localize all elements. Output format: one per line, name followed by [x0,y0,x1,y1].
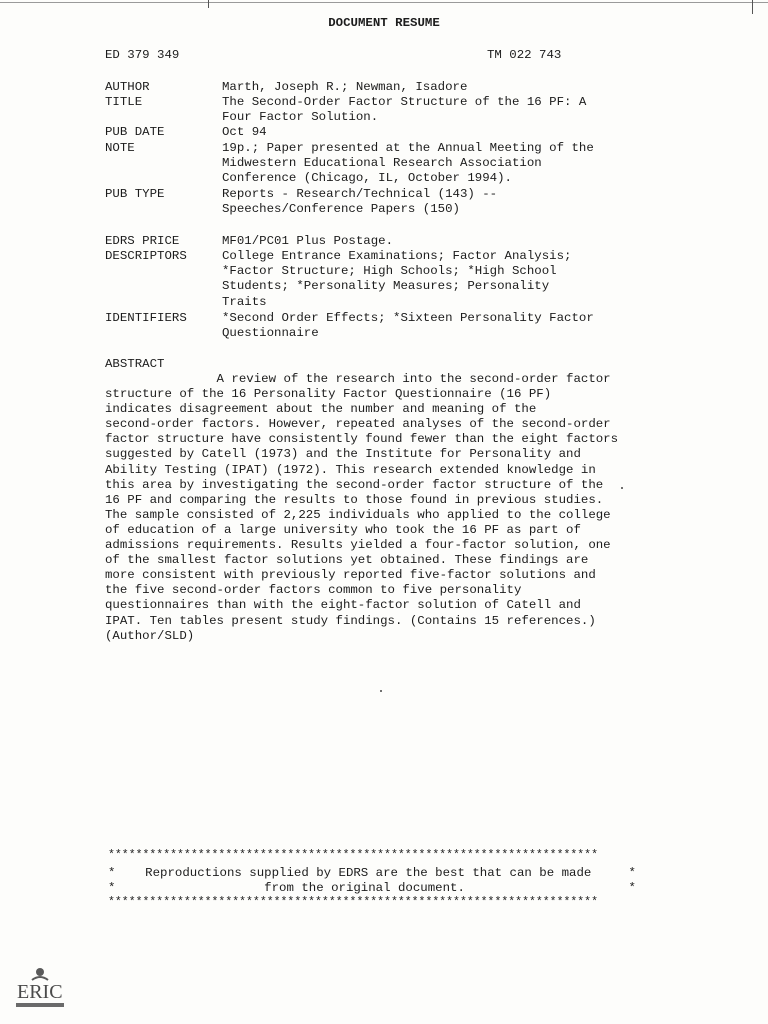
eric-logo-icon [14,966,66,1010]
field-label-author: AUTHOR [105,80,150,94]
stars-border-top: *********************************************************************** [108,849,598,862]
field-value-author: Marth, Joseph R.; Newman, Isadore [222,80,468,94]
tm-number: TM 022 743 [487,48,562,62]
field-value-descriptors: College Entrance Examinations; Factor Analysis; *Factor Structure; High Schools; *High School Students; *Personality Measures; Personality Traits [222,249,572,309]
scan-speck [621,487,623,489]
field-label-note: NOTE [105,141,135,155]
eric-logo [14,966,66,1010]
field-value-edrs-price: MF01/PC01 Plus Postage. [222,234,394,248]
abstract-text: A review of the research into the second-order factor structure of the 16 Personality Factor Questionnaire (16 PF) indicates disagreement about the number and meaning of the second-order factors. However, repeated analyses of the second-order factor structure have consistently found fewer than the eight factors suggested by Catell (1973) and the Institute for Personality and Ability Testing (IPAT) (1972). This research extended knowledge in this area by investigating the second-order factor structure of the 16 PF and comparing the results to those found in previous studies. The sample consisted of 2,225 individuals who applied to the college of education of a large university who took the 16 PF as part of admissions requirements. Results yielded a four-factor solution, one of the smallest factor solutions yet obtained. These findings are more consistent with previously reported five-factor solutions and the five second-order factors common to five personality questionnaires than with the eight-factor solution of Catell and IPAT. Ten tables present study findings. (Contains 15 references.) (Author/SLD) [105,372,619,643]
document-title: DOCUMENT RESUME [328,16,440,30]
ed-number: ED 379 349 [105,48,180,62]
field-label-pub-date: PUB DATE [105,125,165,139]
field-value-note: 19p.; Paper presented at the Annual Meeting of the Midwestern Educational Research Association Conference (Chicago, IL, October 1994). [222,141,594,186]
field-label-pub-type: PUB TYPE [105,187,165,201]
field-value-pub-type: Reports - Research/Technical (143) -- Speeches/Conference Papers (150) [222,187,498,217]
scan-tick-mark [752,0,753,14]
reproduction-notice-line-2: * from the original document. * [108,881,636,895]
field-label-descriptors: DESCRIPTORS [105,249,187,263]
field-value-identifiers: *Second Order Effects; *Sixteen Personality Factor Questionnaire [222,311,594,341]
reproduction-notice-line-1: * Reproductions supplied by EDRS are the best that can be made * [108,866,636,880]
abstract-label: ABSTRACT [105,357,165,371]
scan-edge-line [0,2,768,3]
field-label-identifiers: IDENTIFIERS [105,311,187,325]
field-value-pub-date: Oct 94 [222,125,267,139]
field-label-edrs-price: EDRS PRICE [105,234,180,248]
eric-logo-text: ERIC [17,981,63,1003]
stars-border-bottom: *********************************************************************** [108,896,598,909]
scan-tick-mark [208,0,209,8]
field-label-title: TITLE [105,95,143,109]
field-value-title: The Second-Order Factor Structure of the 16 PF: A Four Factor Solution. [222,95,587,125]
scan-speck [380,690,382,692]
